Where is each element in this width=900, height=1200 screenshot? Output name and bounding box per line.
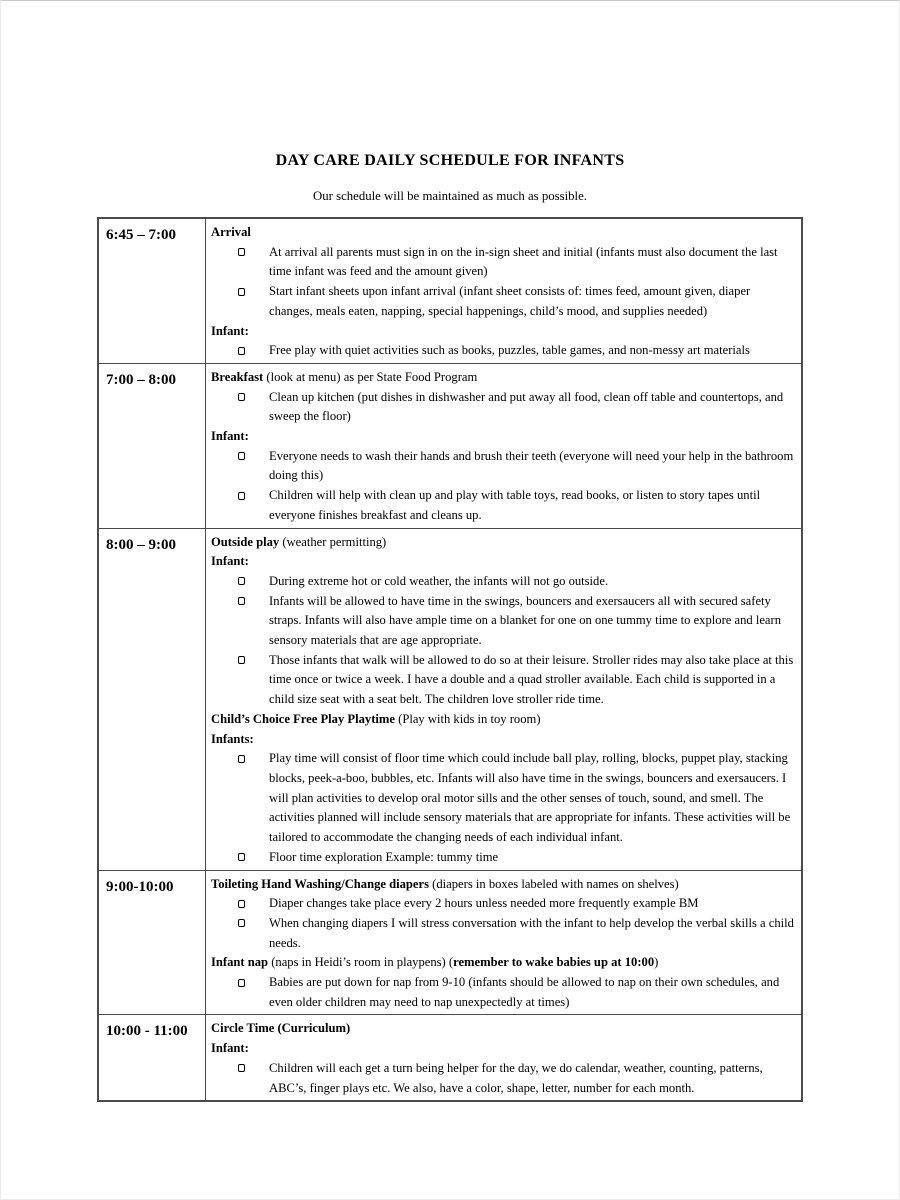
page-subtitle: Our schedule will be maintained as much as possible. bbox=[312, 189, 587, 203]
activity-cell bbox=[206, 870, 803, 1015]
activity-cell bbox=[206, 1015, 803, 1101]
heading-bold-text: Arrival bbox=[211, 225, 251, 239]
schedule-row bbox=[98, 870, 802, 1015]
time-slot-cell: 6:45 – 7:00 bbox=[98, 218, 206, 363]
checkbox-bullet-icon bbox=[238, 288, 245, 296]
checkbox-bullet-icon bbox=[238, 919, 245, 927]
page-title: DAY CARE DAILY SCHEDULE FOR INFANTS bbox=[275, 152, 625, 169]
activity-heading bbox=[211, 223, 795, 243]
schedule-row bbox=[98, 363, 802, 528]
bullet-text: During extreme hot or cold weather, the infants will not go outside. bbox=[269, 573, 609, 588]
bullet-item bbox=[211, 1059, 795, 1098]
bullet-text: Free play with quiet activities such as books, puzzles, table games, and non-messy art materials bbox=[269, 343, 750, 358]
time-slot-cell: 10:00 - 11:00 bbox=[98, 1015, 206, 1101]
bullet-item bbox=[211, 749, 795, 848]
activity-heading bbox=[211, 875, 795, 895]
heading-bold-text: Infant: bbox=[211, 323, 249, 338]
checkbox-bullet-icon bbox=[238, 900, 245, 908]
bullet-item bbox=[211, 894, 795, 914]
checkbox-bullet-icon bbox=[238, 393, 245, 401]
heading-bold-text: Circle Time (Curriculum) bbox=[211, 1021, 351, 1036]
checkbox-bullet-icon bbox=[238, 597, 245, 605]
activity-heading bbox=[211, 953, 795, 973]
bullet-text: Everyone needs to wash their hands and brush their teeth (everyone will need your help in the bathroom doing this) bbox=[269, 448, 794, 483]
heading-bold-text: Child’s Choice Free Play Playtime bbox=[211, 711, 395, 726]
bullet-item bbox=[211, 388, 795, 427]
schedule-table-body bbox=[98, 218, 802, 1101]
bullet-item bbox=[211, 282, 795, 321]
activity-heading bbox=[211, 730, 795, 750]
schedule-row bbox=[98, 1015, 802, 1101]
heading-regular-text: (weather permitting) bbox=[279, 534, 387, 549]
checkbox-bullet-icon bbox=[238, 1064, 245, 1072]
activity-cell bbox=[206, 528, 803, 870]
bullet-item bbox=[211, 447, 795, 486]
bullet-item bbox=[211, 486, 795, 525]
bullet-text: Play time will consist of floor time which could include ball play, rolling, blocks, puppet play, stacking blocks, peek-a-boo, bubbles, etc. Infants will also have time in the swings, bouncers and exersaucers. I will plan activities to develop oral motor sills and the other senses of touch, sound, and smell. The activities planned will include sensory materials that are appropriate for infants. These activities will be tailored to accommodate the changing needs of each individual infant. bbox=[269, 751, 791, 845]
checkbox-bullet-icon bbox=[238, 853, 245, 861]
schedule-table bbox=[97, 217, 803, 1102]
activity-heading bbox=[211, 322, 795, 342]
heading-bold-text: Infant: bbox=[211, 1041, 249, 1056]
heading-bold-text: Breakfast bbox=[211, 369, 264, 384]
heading-regular-text: ) bbox=[654, 955, 659, 970]
heading-regular-text: (look at menu) as per State Food Program bbox=[263, 369, 478, 384]
bullet-text: When changing diapers I will stress conversation with the infant to help develop the verbal skills a child needs. bbox=[269, 915, 794, 950]
activity-heading bbox=[211, 710, 795, 730]
bullet-text: Start infant sheets upon infant arrival (infant sheet consists of: times feed, amount given, diaper changes, meals eaten, napping, special happenings, child’s mood, and supplies needed) bbox=[269, 284, 751, 318]
heading-bold-text: Infant: bbox=[211, 429, 249, 444]
activity-heading bbox=[211, 427, 795, 447]
checkbox-bullet-icon bbox=[238, 979, 245, 987]
activity-heading bbox=[211, 368, 795, 388]
bullet-text: Floor time exploration Example: tummy time bbox=[269, 849, 499, 864]
checkbox-bullet-icon bbox=[238, 452, 245, 460]
bullet-item bbox=[211, 341, 795, 361]
activity-cell bbox=[206, 218, 803, 363]
bullet-item bbox=[211, 848, 795, 868]
checkbox-bullet-icon bbox=[238, 755, 245, 763]
checkbox-bullet-icon bbox=[238, 347, 245, 355]
bullet-text: Clean up kitchen (put dishes in dishwasher and put away all food, clean off table and countertops, and sweep the floor) bbox=[269, 389, 784, 424]
bullet-item bbox=[211, 914, 795, 953]
bullet-text: Infants will be allowed to have time in the swings, bouncers and exersaucers all with secured safety straps. Infants will also have ample time on a blanket for one on one tummy time to explore and learn sensory materials that are age appropriate. bbox=[269, 593, 782, 648]
checkbox-bullet-icon bbox=[238, 492, 245, 500]
heading-regular-text: (naps in Heidi’s room in playpens) ( bbox=[268, 955, 454, 970]
bullet-text: At arrival all parents must sign in on the in-sign sheet and initial (infants must also document the last time infant was feed and the amount given) bbox=[269, 244, 778, 279]
schedule-row bbox=[98, 218, 802, 363]
activity-cell bbox=[206, 363, 803, 528]
bullet-text: Diaper changes take place every 2 hours unless needed more frequently example BM bbox=[269, 896, 699, 911]
time-slot-cell: 7:00 – 8:00 bbox=[98, 363, 206, 528]
bullet-item bbox=[211, 592, 795, 651]
time-slot-cell: 8:00 – 9:00 bbox=[98, 528, 206, 870]
checkbox-bullet-icon bbox=[238, 656, 245, 664]
activity-heading bbox=[211, 1019, 795, 1039]
bullet-item bbox=[211, 973, 795, 1012]
bullet-item bbox=[211, 651, 795, 710]
heading-bold-text: remember to wake babies up at 10:00 bbox=[453, 955, 655, 970]
bullet-item bbox=[211, 572, 795, 592]
heading-regular-text: (diapers in boxes labeled with names on shelves) bbox=[429, 876, 679, 891]
activity-heading bbox=[211, 552, 795, 572]
heading-bold-text: Infant: bbox=[211, 554, 249, 569]
schedule-row bbox=[98, 528, 802, 870]
bullet-text: Children will help with clean up and play with table toys, read books, or listen to story tapes until everyone finishes breakfast and cleans up. bbox=[269, 488, 761, 522]
time-slot-cell: 9:00-10:00 bbox=[98, 870, 206, 1015]
activity-heading bbox=[211, 533, 795, 553]
heading-bold-text: Toileting Hand Washing/Change diapers bbox=[211, 876, 430, 891]
activity-heading bbox=[211, 1039, 795, 1059]
checkbox-bullet-icon bbox=[238, 577, 245, 585]
checkbox-bullet-icon bbox=[238, 248, 245, 256]
heading-bold-text: Infant nap bbox=[211, 955, 269, 970]
bullet-text: Those infants that walk will be allowed to do so at their leisure. Stroller rides may also take place at this time once or twice a week. I have a double and a quad stroller available. Each child is supported in a child size seat with a seat belt. The children love stroller ride time. bbox=[269, 652, 794, 707]
heading-regular-text: (Play with kids in toy room) bbox=[394, 711, 541, 726]
bullet-text: Babies are put down for nap from 9-10 (infants should be allowed to nap on their own schedules, and even older children may need to nap unexpectedly at times) bbox=[269, 975, 780, 1009]
bullet-item bbox=[211, 243, 795, 282]
bullet-text: Children will each get a turn being helper for the day, we do calendar, weather, counting, patterns, ABC’s, finger plays etc. We also, have a color, shape, letter, number for each month. bbox=[269, 1060, 763, 1095]
heading-bold-text: Infants: bbox=[211, 731, 254, 746]
heading-bold-text: Outside play bbox=[211, 534, 280, 549]
